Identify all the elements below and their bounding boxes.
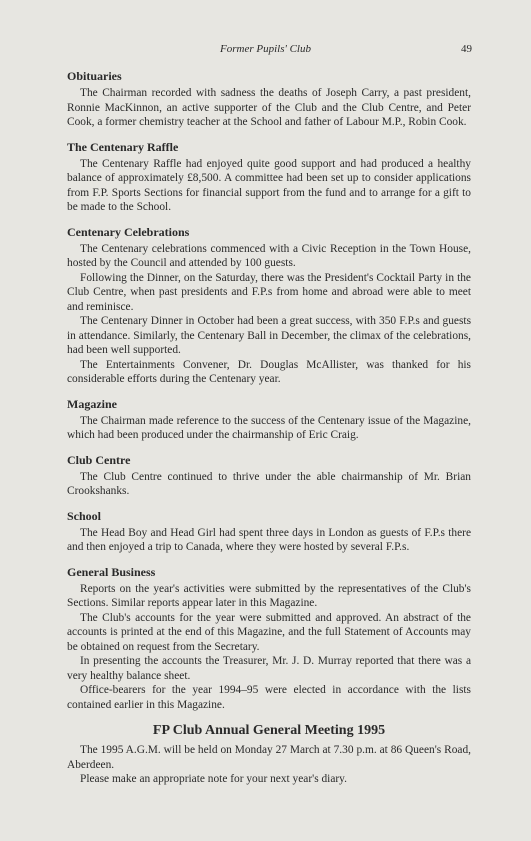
page-content [67, 68, 471, 787]
section-heading: Club Centre [67, 452, 131, 467]
section-heading: Magazine [67, 396, 117, 411]
paragraph: Please make an appropriate note for your next year's diary. [80, 773, 347, 785]
paragraph: The 1995 A.G.M. will be held on Monday 27 March at 7.30 p.m. at 86 Queen's Road, Aberdeen. [67, 744, 471, 771]
section-heading: Centenary Celebrations [67, 224, 190, 239]
section-agm [67, 722, 471, 787]
paragraph: The Head Boy and Head Girl had spent three days in London as guests of F.P.s there and then enjoyed a trip to Canada, where they were hosted by several F.P.s. [67, 526, 471, 553]
paragraph: The Club's accounts for the year were submitted and approved. An abstract of the accounts is printed at the end of this Magazine, and the full Statement of Accounts may be obtained on request from the Secretary. [67, 611, 471, 653]
section-heading: School [67, 508, 102, 523]
paragraph: The Centenary Dinner in October had been a great success, with 350 F.P.s and guests in attendance. Similarly, the Centenary Ball in December, the climax of the celebrations, had been well supported. [67, 315, 471, 356]
section-magazine [67, 396, 471, 443]
section-centenary-raffle [67, 139, 471, 215]
section-school [67, 508, 471, 555]
paragraph: Following the Dinner, on the Saturday, there was the President's Cocktail Party in the Club Centre, when past presidents and F.P.s from home and abroad were able to meet and reminisce. [67, 271, 471, 313]
running-head [0, 40, 531, 58]
paragraph: The Chairman made reference to the success of the Centenary issue of the Magazine, which had been produced under the chairmanship of Eric Craig. [67, 414, 471, 441]
section-heading: Obituaries [67, 69, 122, 83]
paragraph: The Club Centre continued to thrive under the able chairmanship of Mr. Brian Crookshanks. [67, 470, 471, 497]
paragraph: The Centenary celebrations commenced with a Civic Reception in the Town House, hosted by the Council and attended by 100 guests. [67, 242, 471, 269]
agm-title: FP Club Annual General Meeting 1995 [152, 723, 386, 738]
section-obituaries [67, 68, 471, 130]
paragraph: Reports on the year's activities were submitted by the representatives of the Club's Sections. Similar reports appear later in this Magazine. [67, 582, 471, 609]
paragraph: The Centenary Raffle had enjoyed quite good support and had produced a healthy balance of approximately £8,500. A committee had been set up to consider applications from F.P. Sports Sections for financial support from the fund and to arrange for a gift to be made to the School. [67, 157, 471, 213]
paragraph: The Chairman recorded with sadness the deaths of Joseph Carry, a past president, Ronnie MacKinnon, an active supporter of the Club and the Club Centre, and Peter Cook, a former chemistry teacher at the School and father of Labour M.P., Robin Cook. [67, 87, 471, 128]
section-heading: The Centenary Raffle [67, 139, 179, 154]
section-general-business [67, 564, 471, 713]
section-club-centre [67, 452, 471, 499]
paragraph: The Entertainments Convener, Dr. Douglas McAllister, was thanked for his considerable efforts during the Centenary year. [67, 358, 471, 385]
section-centenary-celebrations [67, 224, 471, 387]
running-title: Former Pupils' Club [220, 43, 311, 55]
paragraph: Office-bearers for the year 1994–95 were elected in accordance with the lists contained earlier in this Magazine. [67, 684, 471, 711]
page-number: 49 [461, 43, 472, 55]
paragraph: In presenting the accounts the Treasurer, Mr. J. D. Murray reported that there was a very healthy balance sheet. [67, 655, 471, 682]
section-heading: General Business [67, 564, 156, 579]
